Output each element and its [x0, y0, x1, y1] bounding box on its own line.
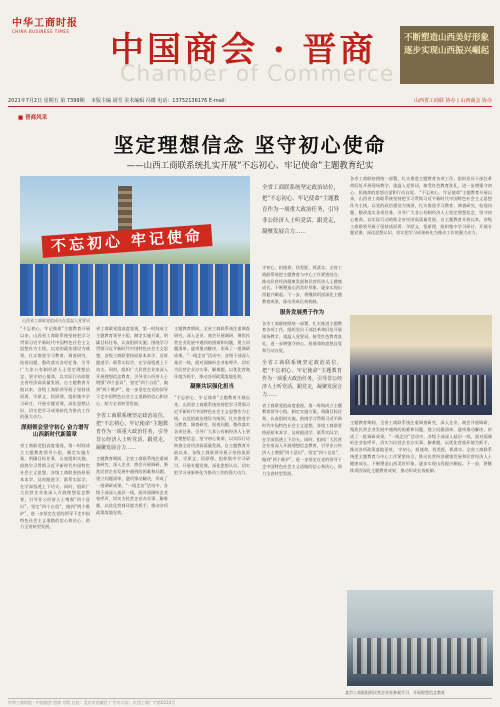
column-2-quote: 全省工商联系统坚定政治站位，把“不忘初心、牢记使命”主题教育作为一项重大政治任务，引导非公经济人士听党话、跟党走，凝聚发展合力…… — [96, 412, 168, 451]
column-1-text-cont: 省工商联党组高度重视，第一时间成立主题教育领导小组，制定实施方案，明确目标任务，认真组织实施。围绕学习贯彻习近平新时代中国特色社会主义思想，各级工商联坚持原原本本学、及时跟进学、联系实际学，在学深悟透上下功夫。同时，组织广大民营企业家深入开展理想信念教育，引导非公经济人士增强“四个意识”、坚定“四个自信”、做到“两个维护”，进一步坚定在党的领导下走中国特色社会主义道路的信心和决心，助力全省转型发展。 — [20, 442, 90, 530]
column-4-heading: 服务发展勇于作为 — [279, 309, 324, 316]
info-bar — [8, 97, 492, 107]
paper-logo — [12, 14, 78, 34]
column-2 — [96, 326, 168, 694]
column-5-text: 各市工商联按照统一部署，扎实推进主题教育各项工作，组织党员干部赴革命旧址开展现场教学，重温入党誓词，接受红色教育洗礼，进一步增强守初心、担使命的思想自觉和行动自觉。 — [350, 176, 492, 195]
promo-box — [400, 26, 494, 84]
column-6 — [350, 420, 492, 586]
crowd-figure — [20, 264, 250, 316]
pagoda-figure — [118, 186, 132, 236]
column-4-text: 守初心，担使命，找差距，抓落实。全省工商联系统把主题教育与中心工作紧密结合，推动民营经济健康发展和民营经济人士健康成长，不断塑造山西美好形象，逐步实现山西振兴崛起。下一步，将继续巩固深化主题教育成果，推动形成长效机制。 — [262, 265, 342, 304]
column-4 — [262, 265, 342, 694]
group-photo — [350, 315, 492, 415]
column-1-text: “不忘初心、牢记使命”主题教育开展以来，山西省工商联系统坚持把学习贯彻习近平新时代中国特色社会主义思想作为主线，以党的政治建设为统领，扎实推进学习教育、调查研究、检视问题、整改落实各项任务，引导广大非公有制经济人士坚定理想信念、坚守初心使命，以实际行动助推全省经济高质量发展。自主题教育开展以来，各级工商联领导班子坚持读原著、学原文、悟原理，组织集中学习研讨，开展专题党课，深化思想认识，切实把学习成果转化为推动工作的强大动力。 — [20, 326, 90, 420]
photo-caption: 山西省工商联党组成员在重温入党誓词 — [22, 318, 90, 323]
column-4-text-more: 省工商联党组高度重视，第一时间成立主题教育领导小组，制定实施方案，明确目标任务，认真组织实施。围绕学习贯彻习近平新时代中国特色社会主义思想，各级工商联坚持原原本本学、及时跟进学、联系实际学，在学深悟透上下功夫。同时，组织广大民营企业家深入开展理想信念教育，引导非公经济人士增强“四个意识”、坚定“四个自信”、做到“两个维护”，进一步坚定在党的领导下走中国特色社会主义道路的信心和决心，助力全省转型发展。 — [262, 402, 342, 476]
column-3-heading: 凝聚共识强化担当 — [189, 384, 234, 391]
article-subheadline: ——山西工商联系统扎实开展“不忘初心、牢记使命”主题教育纪实 — [126, 161, 374, 171]
editor-info: 本版主编 胡雪 美术编辑 冯微 电话：13752136176 E-mail： — [90, 98, 230, 104]
column-3-text-cont: “不忘初心、牢记使命”主题教育开展以来，山西省工商联系统坚持把学习贯彻习近平新时代中国特色社会主义思想作为主线，以党的政治建设为统领，扎实推进学习教育、调查研究、检视问题、整改落实各项任务，引导广大非公有制经济人士坚定理想信念、坚守初心使命，以实际行动助推全省经济高质量发展。自主题教育开展以来，各级工商联领导班子坚持读原著、学原文、悟原理，组织集中学习研讨，开展专题党课，深化思想认识，切实把学习成果转化为推动工作的强大动力。 — [174, 395, 250, 475]
page-footer: 中华工商时报 · 中国商会·晋商 专版 社址：北京市西城区 广告许可证：京西工商广字第0233号 — [8, 698, 492, 706]
section-tag: ■ 晋商风采 — [18, 115, 48, 121]
bottom-photo — [347, 590, 493, 686]
masthead-title: 中国商会 · 晋商 — [110, 30, 377, 70]
issue-date: 2021年7月2日 星期五 第 7399期 — [8, 98, 85, 104]
photo-banner: 不忘初心 牢记使命 — [41, 224, 212, 258]
column-1 — [20, 326, 90, 694]
promo-line-1: 不断塑造山西美好形象 — [404, 33, 490, 43]
main-photo — [20, 176, 250, 316]
article-headline: 坚定理想信念 坚守初心使命 — [113, 133, 387, 157]
column-2-text-cont: 主题教育期间，全省工商联系统注重调查研究，深入企业、商会开展调研，聚焦民营企业发展中遇到的困难和问题，建立问题清单，逐项推动解决，形成了一批调研成果。“一线走访”活动中，各级干部深入基层一线，面对面倾听企业家呼声，切实为民营企业办实事、解难题，以优化营商环境为抓手，推动各项政策落地见效。 — [96, 455, 168, 515]
column-3 — [174, 326, 250, 694]
promo-line-2: 逐步实现山西振兴崛起 — [404, 46, 490, 56]
column-4-quote: 全省工商联系统坚定政治站位，把“不忘初心、牢记使命”主题教育作为一项重大政治任务，引导非公经济人士听党话、跟党走，凝聚发展合力…… — [262, 359, 342, 398]
masthead-english: Chamber of Commerce — [120, 62, 395, 87]
paper-name-en: CHINA BUSINESS TIMES — [12, 29, 70, 34]
bottom-photo-caption: 某市工商联组织民营企业家参观学习，开展理想信念教育 — [345, 690, 445, 695]
column-5 — [350, 176, 492, 312]
co-organizers: 山西省工商联 协办 | 山西商会 协办 — [413, 98, 492, 104]
column-4-text-cont: 各市工商联按照统一部署，扎实推进主题教育各项工作，组织党员干部赴革命旧址开展现场教学，重温入党誓词，接受红色教育洗礼，进一步增强守初心、担使命的思想自觉和行动自觉。 — [262, 320, 342, 353]
column-6-text: 主题教育期间，全省工商联系统注重调查研究，深入企业、商会开展调研，聚焦民营企业发展中遇到的困难和问题，建立问题清单，逐项推动解决，形成了一批调研成果。“一线走访”活动中，各级干部深入基层一线，面对面倾听企业家呼声，切实为民营企业办实事、解难题，以优化营商环境为抓手，推动各项政策落地见效。 — [350, 420, 492, 453]
column-2-text: 省工商联党组高度重视，第一时间成立主题教育领导小组，制定实施方案，明确目标任务，认真组织实施。围绕学习贯彻习近平新时代中国特色社会主义思想，各级工商联坚持原原本本学、及时跟进学、联系实际学，在学深悟透上下功夫。同时，组织广大民营企业家深入开展理想信念教育，引导非公经济人士增强“四个意识”、坚定“四个自信”、做到“两个维护”，进一步坚定在党的领导下走中国特色社会主义道路的信心和决心，助力全省转型发展。 — [96, 326, 168, 406]
column-3-text: 主题教育期间，全省工商联系统注重调查研究，深入企业、商会开展调研，聚焦民营企业发展中遇到的困难和问题，建立问题清单，逐项推动解决，形成了一批调研成果。“一线走访”活动中，各级干部深入基层一线，面对面倾听企业家呼声，切实为民营企业办实事、解难题，以优化营商环境为抓手，推动各项政策落地见效。 — [174, 326, 250, 379]
column-6-text-cont: 守初心，担使命，找差距，抓落实。全省工商联系统把主题教育与中心工作紧密结合，推动民营经济健康发展和民营经济人士健康成长，不断塑造山西美好形象，逐步实现山西振兴崛起。下一步，将继续巩固深化主题教育成果，推动形成长效机制。 — [350, 447, 492, 473]
column-5-text-cont: “不忘初心、牢记使命”主题教育开展以来，山西省工商联系统坚持把学习贯彻习近平新时代中国特色社会主义思想作为主线，以党的政治建设为统领，扎实推进学习教育、调查研究、检视问题、整改落实各项任务，引导广大非公有制经济人士坚定理想信念、坚守初心使命，以实际行动助推全省经济高质量发展。自主题教育开展以来，各级工商联领导班子坚持读原著、学原文、悟原理，组织集中学习研讨，开展专题党课，深化思想认识，切实把学习成果转化为推动工作的强大动力。 — [350, 189, 492, 236]
pullquote: 全省工商联系统坚定政治站位，把“不忘初心、牢记使命”主题教育作为一项重大政治任务，引导非公经济人士听党话、跟党走，凝聚发展合力…… — [262, 185, 340, 235]
paper-name: 中华工商时报 — [12, 18, 78, 29]
column-1-heading: 深刻领会坚守初心 奋力谱写山西新时代新篇章 — [21, 425, 89, 438]
